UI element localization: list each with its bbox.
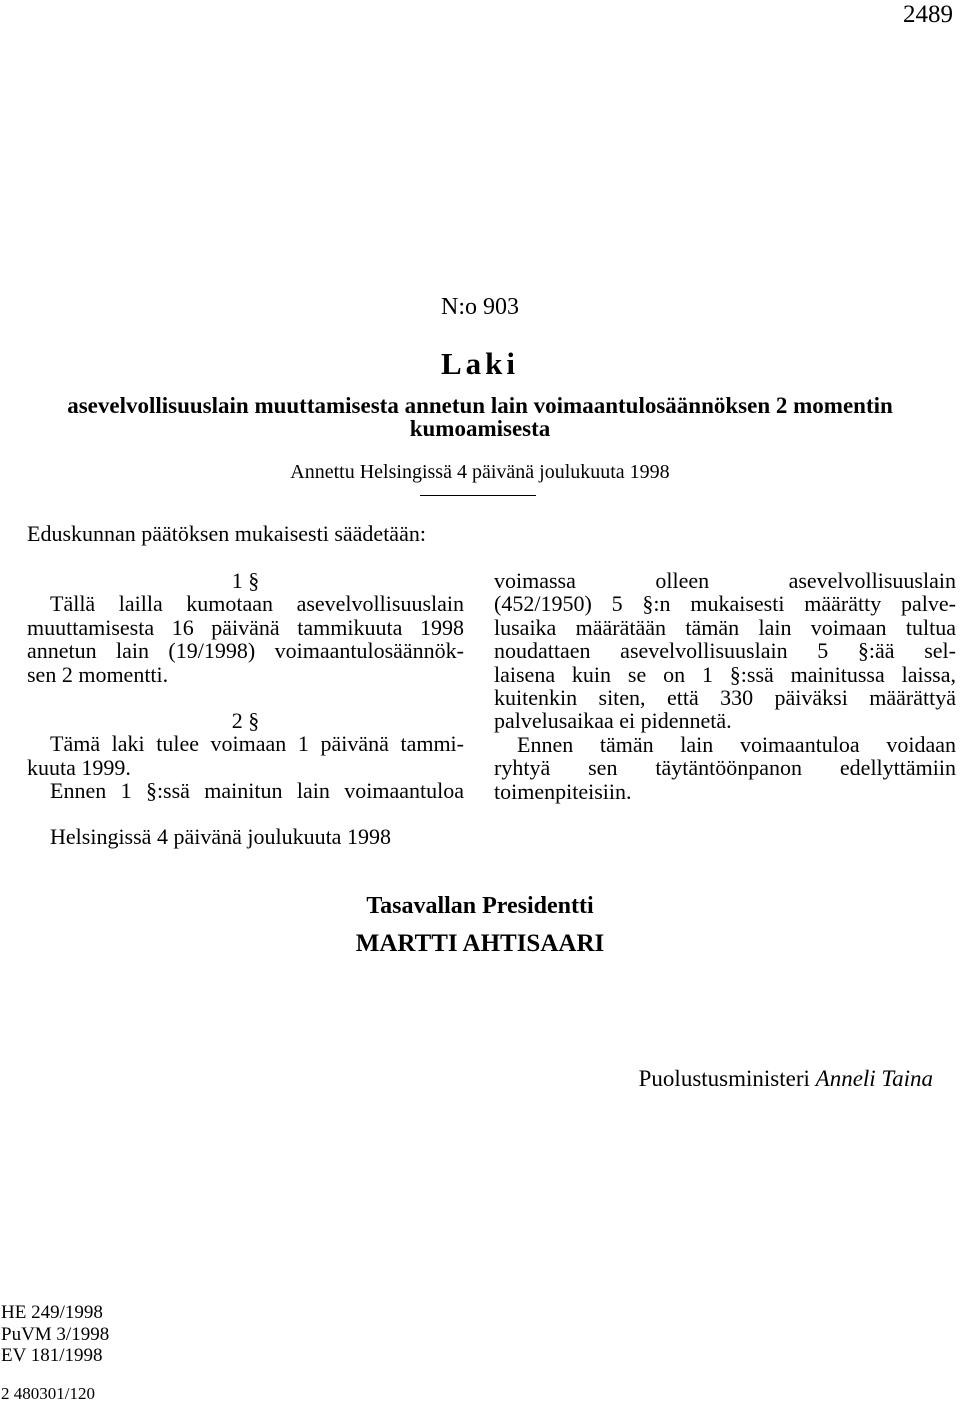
- right-column-line: voimassa olleen asevelvollisuuslain: [494, 568, 956, 593]
- section-2-heading: 2 §: [231, 708, 260, 734]
- minister-name: Anneli Taina: [815, 1066, 933, 1091]
- enactment-preamble: Eduskunnan päätöksen mukaisesti säädetään:: [27, 521, 426, 546]
- section-1-line: sen 2 momentti.: [27, 661, 169, 687]
- document-type-heading: Laki: [440, 346, 520, 381]
- section-1-text: [27, 592, 464, 686]
- issued-date-line: Annettu Helsingissä 4 päivänä joulukuuta 1998: [290, 461, 670, 483]
- president-title: Tasavallan Presidentti: [366, 893, 594, 919]
- law-subject-title: asevelvollisuuslain muuttamisesta annetun lain voimaantulosäännöksen 2 momentin kumoamisesta: [67, 393, 893, 441]
- right-column-line: ryhtyä sen täytäntöönpanon edellyttämiin: [494, 755, 956, 781]
- page-number: 2489: [903, 1, 953, 28]
- reference-item: EV 181/1998: [1, 1345, 103, 1366]
- section-2-line: Tämä laki tulee voimaan 1 päivänä tammi-: [50, 731, 464, 757]
- reference-item: PuVM 3/1998: [1, 1323, 110, 1345]
- section-1-line: muuttamisesta 16 päivänä tammikuuta 1998: [27, 614, 464, 640]
- section-2-line: Ennen 1 §:ssä mainitun lain voimaantuloa: [50, 778, 464, 804]
- right-column-line: kuitenkin siten, että 330 päiväksi määrättyä: [494, 685, 956, 711]
- president-name: MARTTI AHTISAARI: [355, 930, 605, 957]
- right-column-line: toimenpiteisiin.: [494, 778, 632, 804]
- right-column-line: (452/1950) 5 §:n mukaisesti määrätty palve-: [494, 591, 956, 617]
- title-divider: [420, 495, 536, 496]
- section-1-line: Tällä lailla kumotaan asevelvollisuuslain: [50, 591, 464, 617]
- signing-place-date: Helsingissä 4 päivänä joulukuuta 1998: [50, 824, 391, 849]
- right-column-line: Ennen tämän lain voimaantuloa voidaan: [517, 731, 956, 757]
- section-2-line: kuuta 1999.: [27, 754, 131, 780]
- reference-item: HE 249/1998: [1, 1302, 103, 1323]
- right-column-line: noudattaen asevelvollisuuslain 5 §:ää sel-: [494, 638, 956, 664]
- right-column-line: laisena kuin se on 1 §:ssä mainitussa laissa,: [494, 661, 956, 687]
- print-code: 2 480301/120: [1, 1384, 95, 1403]
- right-column-line: lusaika määrätään tämän lain voimaan tultua: [494, 614, 956, 640]
- section-1-line: annetun lain (19/1998) voimaantulosäännök-: [27, 638, 464, 664]
- minister-signature: [639, 1066, 933, 1092]
- right-column: [494, 569, 956, 803]
- left-column: [27, 569, 464, 803]
- section-1-heading: 1 §: [231, 568, 260, 593]
- statute-number: N:o 903: [441, 294, 519, 320]
- minister-title: Puolustusministeri: [638, 1066, 810, 1091]
- legislative-references: [1, 1302, 109, 1367]
- section-2-text: [27, 732, 464, 802]
- right-column-line: palvelusaikaa ei pidennetä.: [494, 708, 732, 734]
